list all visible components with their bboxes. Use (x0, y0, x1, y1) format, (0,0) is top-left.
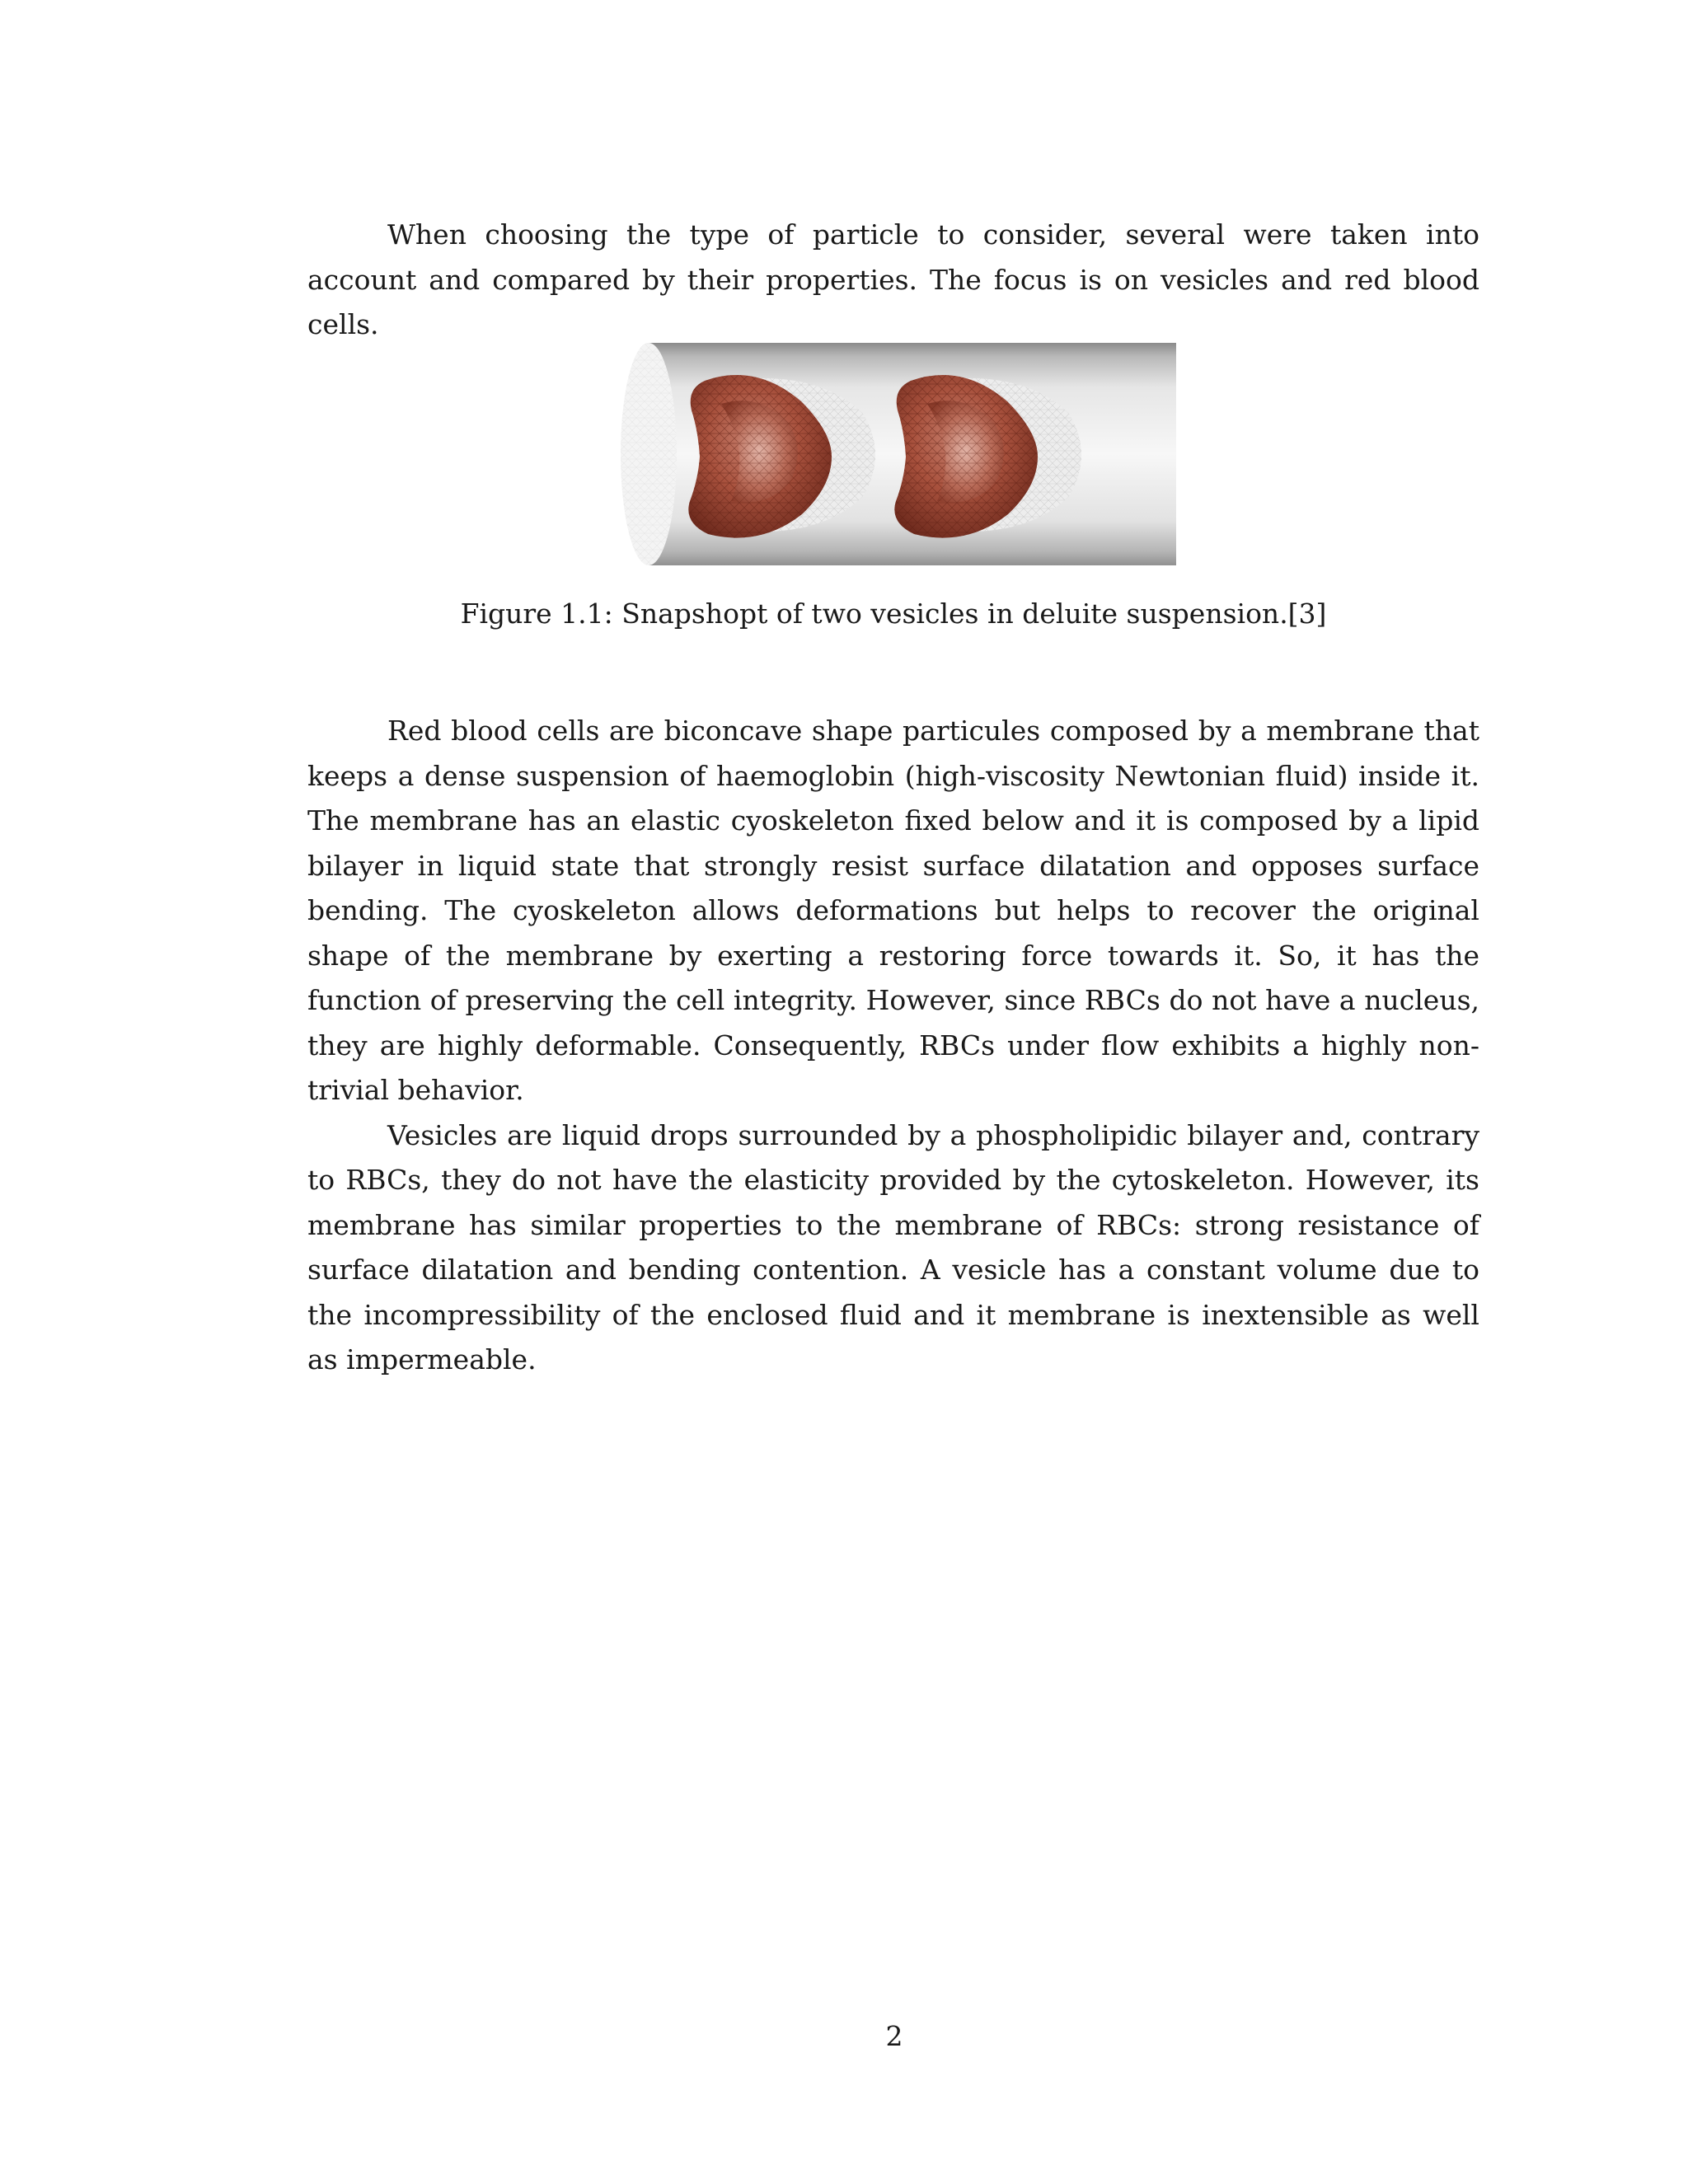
vesicles-figure (616, 340, 1176, 569)
intro-paragraph: When choosing the type of particle to consider, several were taken into account and compared by their properties. The focus is on vesicles and red blood cells. (307, 218, 1479, 340)
body-section (307, 709, 1479, 1383)
vesicles-paragraph: Vesicles are liquid drops surrounded by a phospholipidic bilayer and, contrary to RBCs, they do not have the elasticity provided by the cytoskeleton. However, its membrane has similar properties to the membrane of RBCs: strong resistance of surface dilatation and bending contention. A vesicle has a constant volume due to the incompressibility of the enclosed fluid and it membrane is inextensible as well as impermeable. (307, 1118, 1479, 1376)
vesicles-snapshot-image (616, 340, 1176, 569)
page-number: 2 (885, 2020, 903, 2052)
figure-caption: Figure 1.1: Snapshopt of two vesicles in deluite suspension.[3] (460, 598, 1327, 630)
intro-section (307, 213, 1479, 348)
rbc-paragraph: Red blood cells are biconcave shape particules composed by a membrane that keeps a dense suspension of haemoglobin (high-viscosity Newtonian fluid) inside it. The membrane has an elastic cyoskeleton fixed below and it is composed by a lipid bilayer in liquid state that strongly resist surface dilatation and opposes surface bending. The cyoskeleton allows deformations but helps to recover the original shape of the membrane by exerting a restoring force towards it. So, it has the function of preserving the cell integrity. However, since RBCs do not have a nucleus, they are highly deformable. Consequently, RBCs under flow exhibits a highly non-trivial behavior. (307, 715, 1479, 1106)
